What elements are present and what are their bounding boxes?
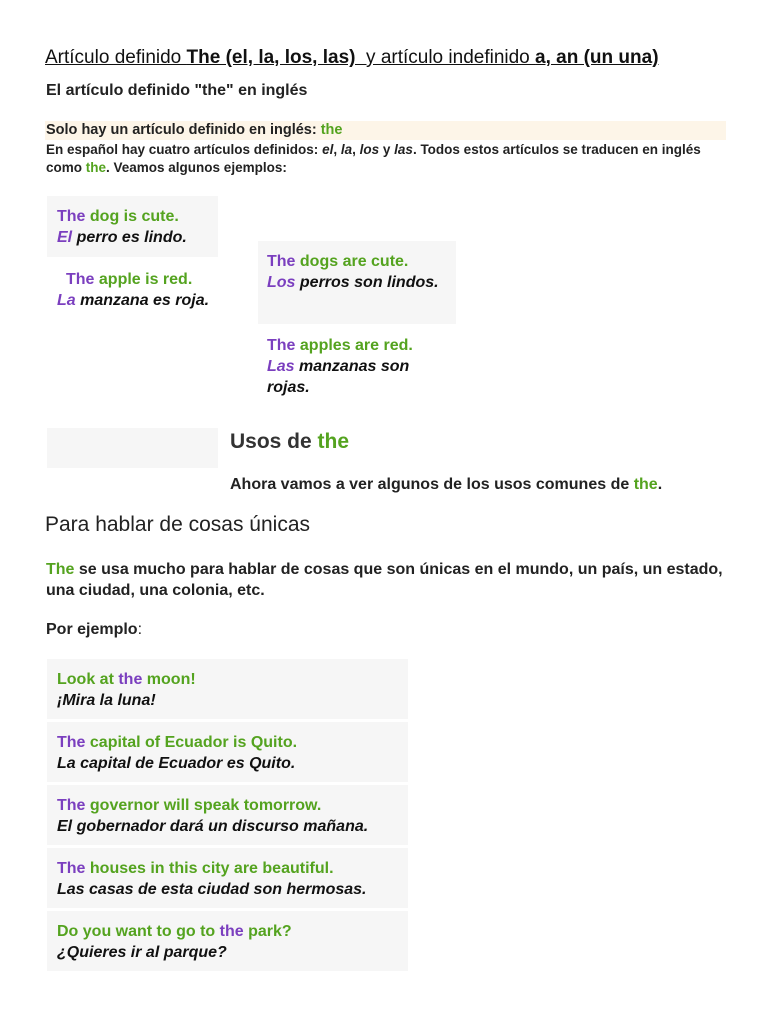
example-english: dogs are cute. [295,253,409,270]
example-spanish-rest: manzanas son rojas. [267,358,410,396]
intro-text-1: En español hay cuatro artículos definidos: [46,142,323,157]
intro-y: y [379,142,395,157]
example-spanish-article: La [57,292,76,309]
intro-the: the [85,160,107,175]
intro-las: las [394,142,413,157]
usos-paragraph [230,476,662,494]
unicas-paragraph [46,559,736,601]
example-spanish-article: Los [267,274,296,291]
row-english-c: moon! [142,671,196,688]
example-spanish-rest: manzana es roja. [75,292,210,309]
title-part-3: y artículo indefinido [355,47,536,68]
empty-box [47,428,218,468]
example-english: apple is red. [94,271,193,288]
example-english: apples are red. [295,337,413,354]
usos-text-word: the [633,476,658,493]
intro-el: el [322,142,334,157]
row-english-c: park? [243,923,292,940]
row-english-c: capital of Ecuador is Quito. [85,734,298,751]
unicas-text-word: The [46,561,75,578]
usos-text: Ahora vamos a ver algunos de los usos comunes de [230,476,634,493]
example-spanish [57,290,217,311]
intro-la: la [340,142,353,157]
list-item [57,732,402,774]
example-apple [57,269,217,311]
row-spanish: El gobernador dará un discurso mañana. [57,818,369,835]
row-article: the [118,671,143,688]
row-article: The [57,860,86,877]
title-part-1: Artículo definido [45,47,187,68]
intro-los: los [359,142,380,157]
only-article-line [45,121,726,140]
usos-heading-word: the [317,430,350,453]
intro-comma-1: , [333,142,341,157]
example-article: The [66,271,95,288]
only-line-text: Solo hay un artículo definido en inglés: [46,122,321,138]
row-english-a: Look at [57,671,119,688]
usos-heading [230,430,349,454]
row-article: The [57,797,86,814]
example-apples [267,335,417,398]
title-part-4: a, an (un una) [535,47,659,68]
row-spanish: ¿Quieres ir al parque? [57,944,227,961]
row-english-c: governor will speak tomorrow. [85,797,322,814]
example-spanish-article: Las [267,358,295,375]
por-ejemplo-text: Por ejemplo [46,621,138,638]
list-item [57,858,402,900]
list-item [57,795,402,837]
example-article: The [267,253,296,270]
intro-comma-2: , [352,142,360,157]
por-ejemplo-colon: : [137,621,143,638]
row-english-a: Do you want to go to [57,923,220,940]
example-spanish [57,227,217,248]
intro-text-3: . Veamos algunos ejemplos: [106,160,287,175]
example-spanish [267,356,417,398]
page-title [45,47,659,69]
example-dog [57,206,217,248]
row-spanish: Las casas de esta ciudad son hermosas. [57,881,367,898]
example-spanish-rest: perros son lindos. [295,274,439,291]
example-spanish-rest: perro es lindo. [72,229,187,246]
row-article: The [57,734,86,751]
example-article: The [267,337,296,354]
section-subtitle: El artículo definido "the" en inglés [46,82,308,99]
title-part-2: The (el, la, los, las) [186,47,356,68]
por-ejemplo-label [46,621,142,639]
example-english: dog is cute. [85,208,179,225]
usos-text-end: . [657,476,663,493]
example-article: The [57,208,86,225]
only-line-word: the [320,122,343,138]
intro-text-2: . Todos estos artículos se traducen en inglés como [46,142,701,175]
list-item [57,921,402,963]
row-spanish: La capital de Ecuador es Quito. [57,755,296,772]
row-article: the [219,923,244,940]
example-spanish [267,272,447,293]
example-spanish-article: El [57,229,73,246]
usos-heading-text: Usos de [230,430,318,453]
unicas-text-rest: se usa mucho para hablar de cosas que son únicas en el mundo, un país, un estado, una ciudad, una colonia, etc. [46,561,723,599]
row-english-c: houses in this city are beautiful. [85,860,334,877]
list-item [57,669,402,711]
intro-paragraph [46,141,726,177]
example-dogs [267,251,447,293]
unicas-heading: Para hablar de cosas únicas [45,513,310,536]
row-spanish: ¡Mira la luna! [57,692,156,709]
